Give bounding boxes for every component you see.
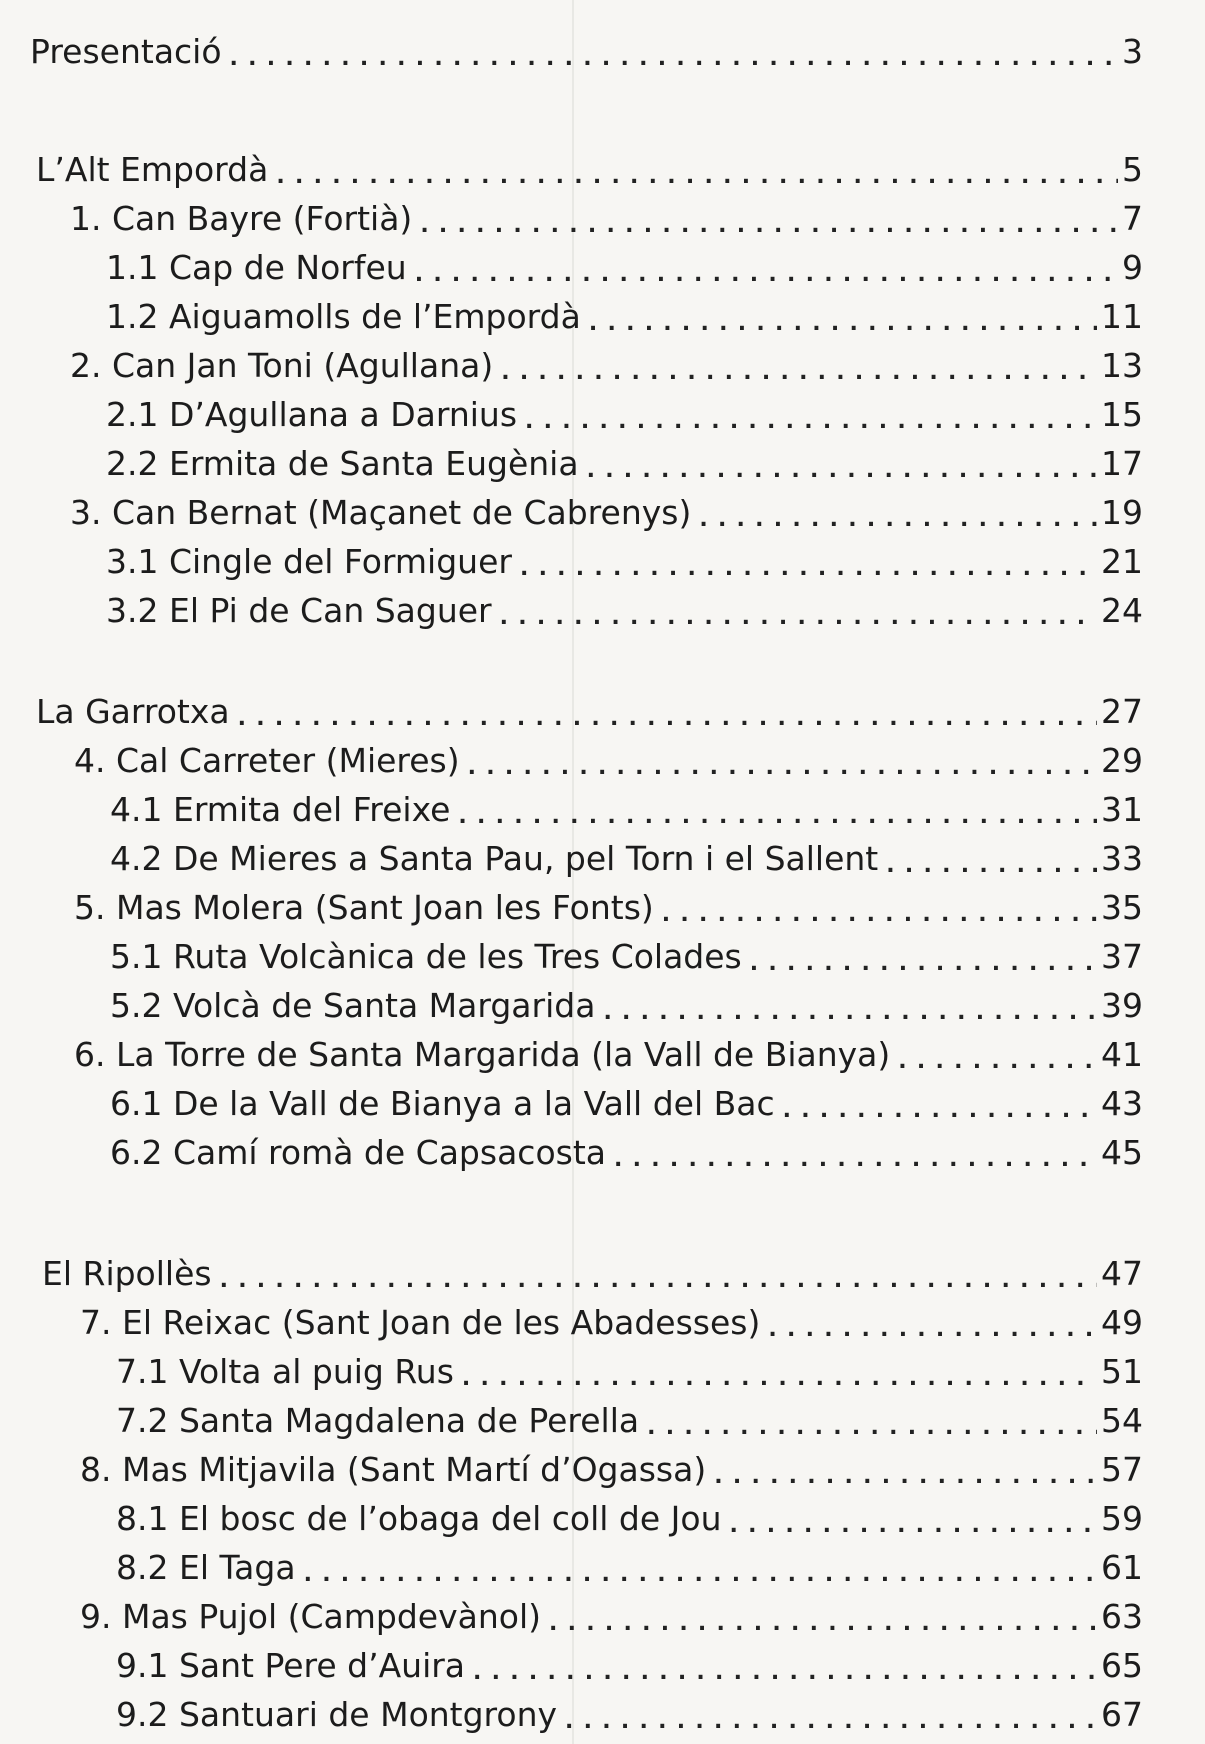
dot-leader: [730, 1497, 1097, 1541]
toc-entry-title: 9. Mas Pujol (Campdevànol): [80, 1597, 541, 1636]
toc-entry[interactable]: [74, 884, 1143, 930]
toc-entry-title: 8.2 El Taga: [116, 1548, 296, 1587]
toc-entry-page: 54: [1101, 1401, 1143, 1440]
toc-subentry[interactable]: [116, 1642, 1143, 1688]
toc-entry-page: 43: [1101, 1084, 1143, 1123]
toc-entry[interactable]: [74, 1031, 1143, 1077]
toc-subentry[interactable]: [110, 982, 1143, 1028]
toc-subentry[interactable]: [116, 1397, 1143, 1443]
toc-subentry[interactable]: [116, 1495, 1143, 1541]
toc-entry-title: 9.2 Santuari de Montgrony: [116, 1695, 558, 1734]
toc-entry-title: 1.1 Cap de Norfeu: [106, 248, 407, 287]
dot-leader: [614, 1131, 1097, 1175]
toc-entry-presentacio[interactable]: [30, 28, 1143, 74]
toc-subentry[interactable]: [110, 835, 1143, 881]
toc-subentry[interactable]: [116, 1544, 1143, 1590]
toc-entry-page: 39: [1101, 986, 1143, 1025]
toc-entry-page: 45: [1101, 1133, 1143, 1172]
toc-entry-title: 5. Mas Molera (Sant Joan les Fonts): [74, 888, 654, 927]
dot-leader: [647, 1399, 1097, 1443]
dot-leader: [462, 1350, 1097, 1394]
toc-entry-page: 67: [1101, 1695, 1143, 1734]
dot-leader: [304, 1546, 1097, 1590]
toc-subentry[interactable]: [110, 1080, 1143, 1126]
toc-entry-page: 29: [1101, 741, 1143, 780]
toc-entry-title: 1.2 Aiguamolls de l’Empordà: [106, 297, 581, 336]
toc-entry-title: 6. La Torre de Santa Margarida (la Vall de Bianya): [74, 1035, 891, 1074]
toc-section-title: La Garrotxa: [36, 692, 230, 731]
dot-leader: [276, 148, 1118, 192]
dot-leader: [420, 197, 1118, 241]
toc-entry-page: 57: [1101, 1450, 1143, 1489]
toc-entry-title: 4.1 Ermita del Freixe: [110, 790, 451, 829]
toc-entry-page: 3: [1122, 32, 1143, 71]
toc-entry-page: 7: [1122, 199, 1143, 238]
dot-leader: [603, 984, 1097, 1028]
toc-entry-page: 17: [1101, 444, 1143, 483]
toc-entry-title: 3.1 Cingle del Formiguer: [106, 542, 512, 581]
toc-entry-page: 65: [1101, 1646, 1143, 1685]
toc-entry[interactable]: [80, 1299, 1143, 1345]
toc-entry-title: 2.2 Ermita de Santa Eugènia: [106, 444, 579, 483]
dot-leader: [501, 344, 1097, 388]
dot-leader: [898, 1033, 1097, 1077]
toc-subentry[interactable]: [116, 1348, 1143, 1394]
dot-leader: [520, 540, 1097, 584]
toc-entry-page: 27: [1101, 692, 1143, 731]
dot-leader: [589, 295, 1097, 339]
toc-entry-page: 35: [1101, 888, 1143, 927]
toc-entry-title: 7.1 Volta al puig Rus: [116, 1352, 454, 1391]
toc-entry-title: 2. Can Jan Toni (Agullana): [70, 346, 494, 385]
toc-entry-title: 7. El Reixac (Sant Joan de les Abadesses): [80, 1303, 761, 1342]
toc-subentry[interactable]: [110, 1129, 1143, 1175]
toc-entry-title: 5.1 Ruta Volcànica de les Tres Colades: [110, 937, 742, 976]
toc-subentry[interactable]: [116, 1691, 1143, 1737]
toc-entry-page: 15: [1101, 395, 1143, 434]
toc-entry-page: 31: [1101, 790, 1143, 829]
toc-entry[interactable]: [70, 195, 1143, 241]
toc-entry[interactable]: [80, 1446, 1143, 1492]
toc-entry-page: 13: [1101, 346, 1143, 385]
toc-entry-page: 21: [1101, 542, 1143, 581]
dot-leader: [238, 690, 1097, 734]
dot-leader: [768, 1301, 1097, 1345]
toc-entry-title: 6.2 Camí romà de Capsacosta: [110, 1133, 606, 1172]
dot-leader: [230, 30, 1118, 74]
toc-entry-title: 6.1 De la Vall de Bianya a la Vall del Bac: [110, 1084, 775, 1123]
toc-entry-title: 7.2 Santa Magdalena de Perella: [116, 1401, 640, 1440]
dot-leader: [565, 1693, 1097, 1737]
dot-leader: [468, 739, 1097, 783]
dot-leader: [473, 1644, 1097, 1688]
dot-leader: [415, 246, 1118, 290]
toc-entry-title: Presentació: [30, 32, 222, 71]
dot-leader: [783, 1082, 1097, 1126]
toc-entry-page: 63: [1101, 1597, 1143, 1636]
toc-entry-page: 24: [1101, 591, 1143, 630]
toc-entry-title: 4.2 De Mieres a Santa Pau, pel Torn i el Sallent: [110, 839, 879, 878]
toc-subentry[interactable]: [106, 538, 1143, 584]
toc-subentry[interactable]: [106, 293, 1143, 339]
toc-entry-title: 3.2 El Pi de Can Saguer: [106, 591, 492, 630]
toc-entry-title: 4. Cal Carreter (Mieres): [74, 741, 460, 780]
dot-leader: [699, 491, 1097, 535]
dot-leader: [525, 393, 1097, 437]
dot-leader: [662, 886, 1097, 930]
toc-entry-page: 11: [1101, 297, 1143, 336]
toc-section-alt-emporda[interactable]: [36, 146, 1143, 192]
toc-section-title: El Ripollès: [42, 1254, 212, 1293]
dot-leader: [886, 837, 1097, 881]
toc-entry-page: 5: [1122, 150, 1143, 189]
toc-entry-page: 51: [1101, 1352, 1143, 1391]
toc-entry-title: 9.1 Sant Pere d’Auira: [116, 1646, 466, 1685]
toc-subentry[interactable]: [106, 244, 1143, 290]
toc-entry-title: 3. Can Bernat (Maçanet de Cabrenys): [70, 493, 692, 532]
dot-leader: [220, 1252, 1097, 1296]
toc-entry-page: 41: [1101, 1035, 1143, 1074]
toc-entry-page: 61: [1101, 1548, 1143, 1587]
toc-entry-page: 9: [1122, 248, 1143, 287]
toc-entry-page: 19: [1101, 493, 1143, 532]
toc-entry[interactable]: [70, 342, 1143, 388]
dot-leader: [549, 1595, 1097, 1639]
toc-subentry[interactable]: [106, 587, 1143, 633]
toc-subentry[interactable]: [106, 440, 1143, 486]
dot-leader: [458, 788, 1097, 832]
dot-leader: [587, 442, 1097, 486]
dot-leader: [714, 1448, 1097, 1492]
toc-entry-title: 5.2 Volcà de Santa Margarida: [110, 986, 596, 1025]
toc-entry[interactable]: [80, 1593, 1143, 1639]
dot-leader: [500, 589, 1097, 633]
toc-subentry[interactable]: [106, 391, 1143, 437]
toc-entry-page: 37: [1101, 937, 1143, 976]
toc-entry[interactable]: [74, 737, 1143, 783]
toc-entry[interactable]: [70, 489, 1143, 535]
toc-entry-title: 8.1 El bosc de l’obaga del coll de Jou: [116, 1499, 722, 1538]
toc-section-title: L’Alt Empordà: [36, 150, 269, 189]
dot-leader: [750, 935, 1097, 979]
toc-section-garrotxa[interactable]: [36, 688, 1143, 734]
toc-section-ripolles[interactable]: [42, 1250, 1143, 1296]
toc-entry-title: 1. Can Bayre (Fortià): [70, 199, 413, 238]
toc-subentry[interactable]: [110, 933, 1143, 979]
toc-subentry[interactable]: [110, 786, 1143, 832]
toc-entry-page: 49: [1101, 1303, 1143, 1342]
toc-entry-page: 59: [1101, 1499, 1143, 1538]
toc-entry-title: 8. Mas Mitjavila (Sant Martí d’Ogassa): [80, 1450, 707, 1489]
toc-entry-page: 33: [1101, 839, 1143, 878]
toc-entry-title: 2.1 D’Agullana a Darnius: [106, 395, 518, 434]
toc-entry-page: 47: [1101, 1254, 1143, 1293]
